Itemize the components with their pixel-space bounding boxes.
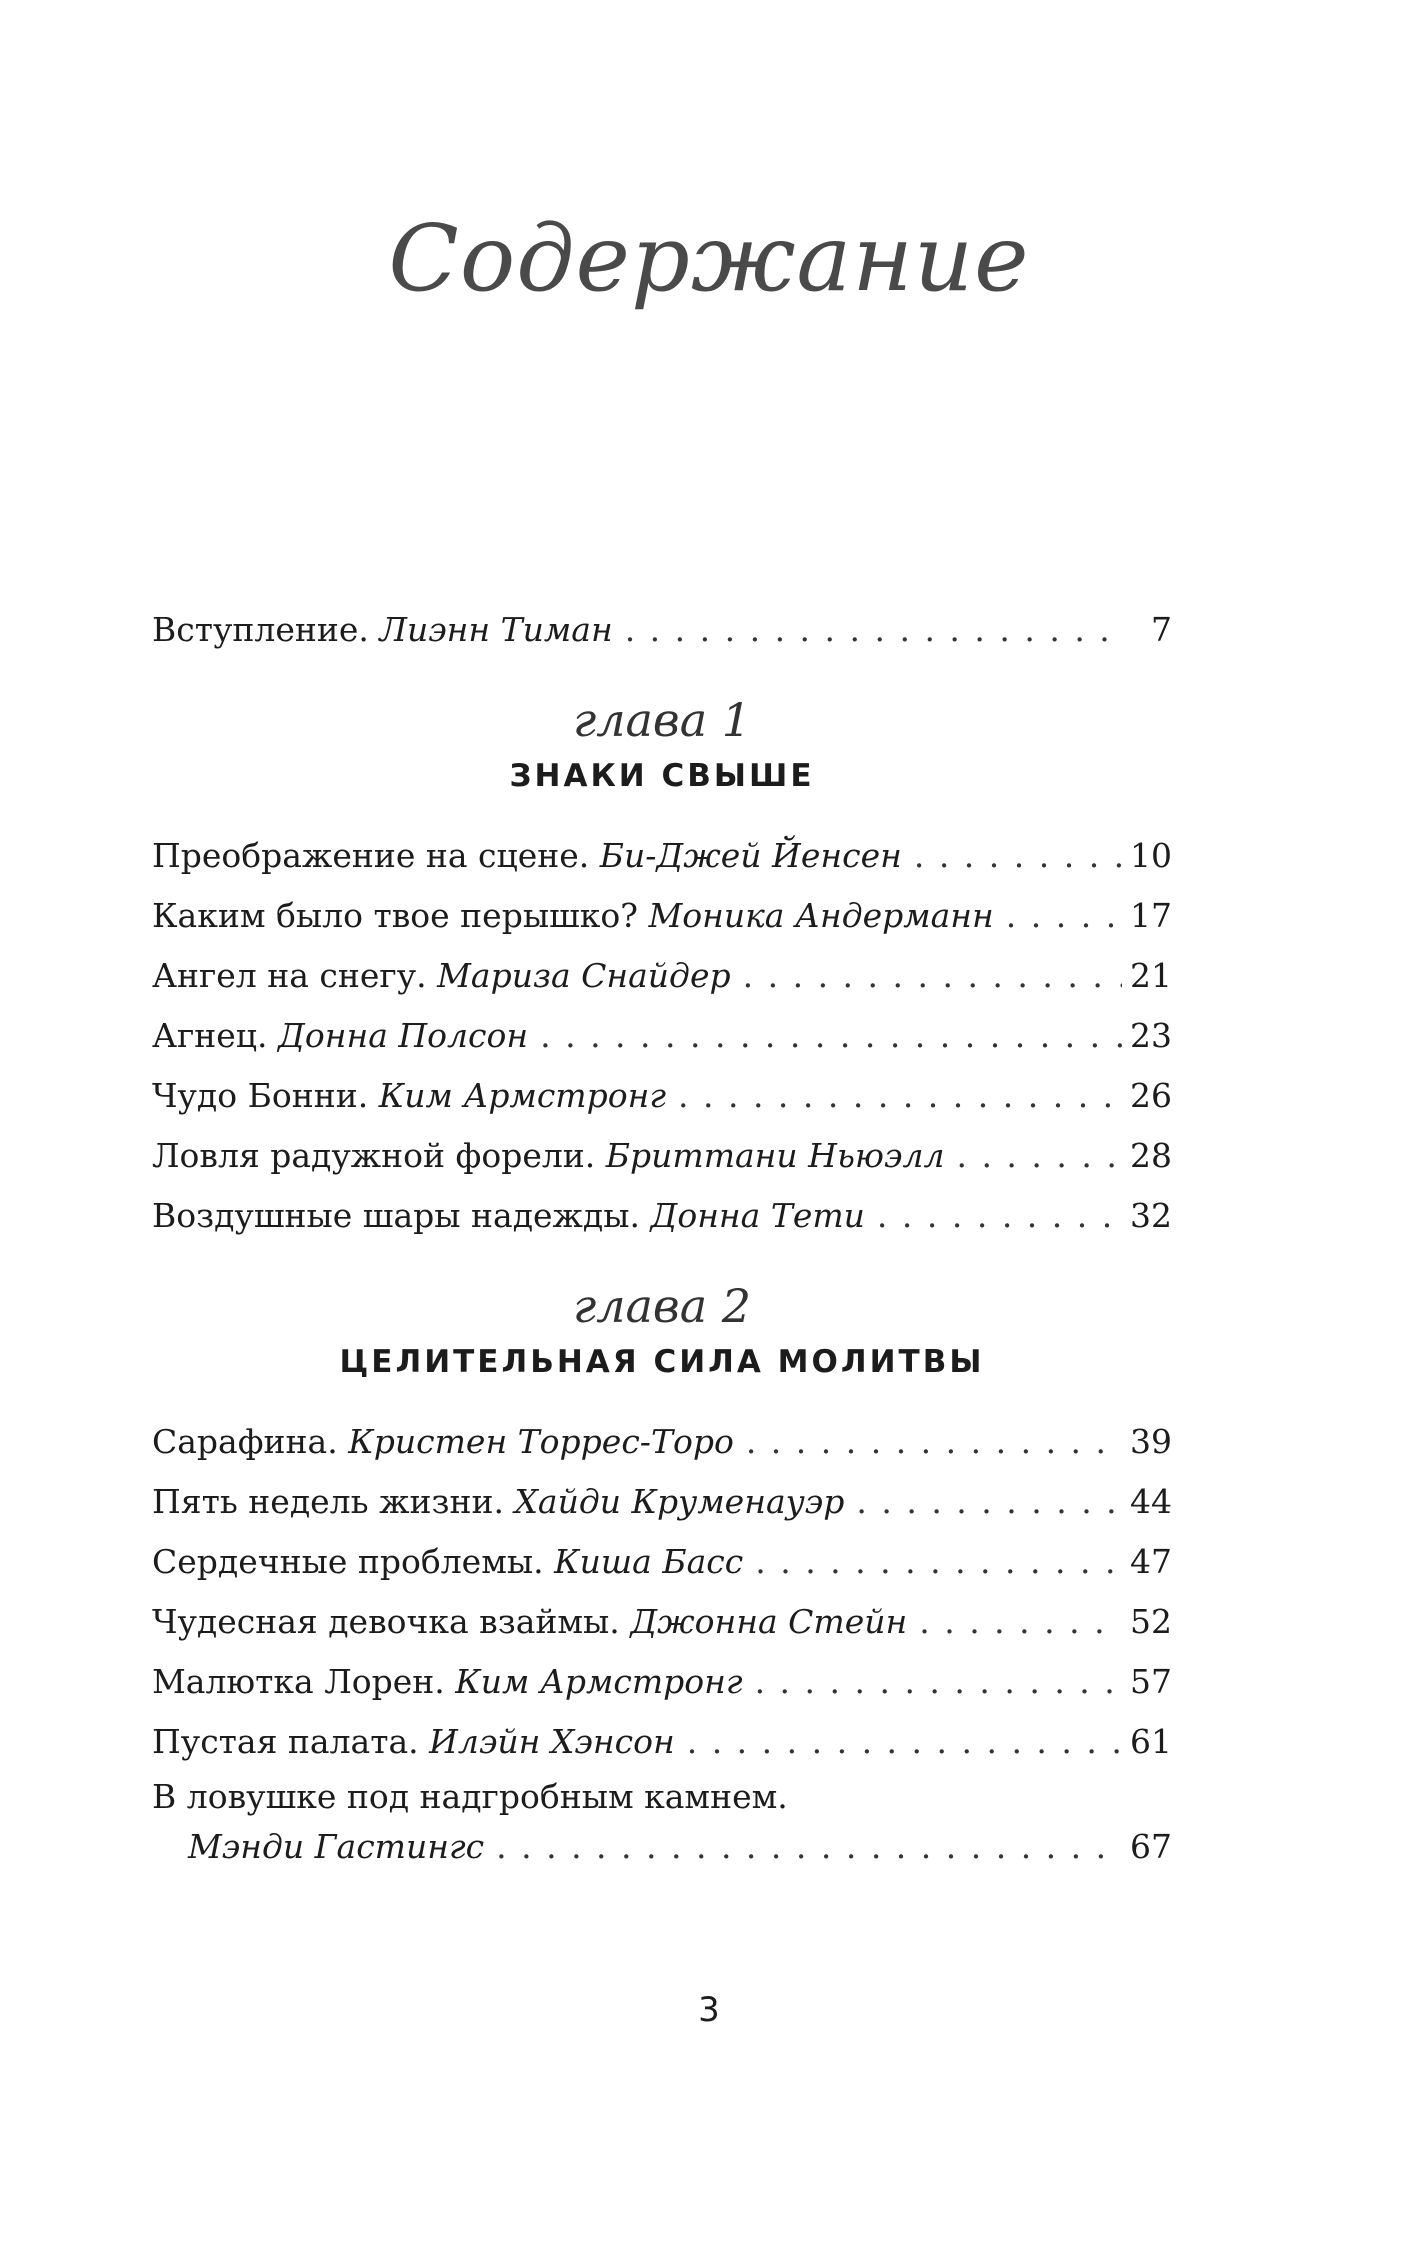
page-title: Содержание bbox=[388, 205, 1030, 312]
chapter-1-name: ЗНАКИ СВЫШЕ bbox=[509, 758, 815, 794]
entry-page: 26 bbox=[1130, 1076, 1172, 1115]
toc-entry[interactable] bbox=[152, 1592, 1172, 1652]
entry-title: Малютка Лорен. bbox=[152, 1662, 445, 1701]
entry-title: Вступление. bbox=[152, 610, 369, 649]
entry-page: 28 bbox=[1130, 1136, 1172, 1175]
entry-page: 21 bbox=[1130, 956, 1172, 995]
entry-author: Лиэнн Тиман bbox=[379, 610, 613, 649]
entry-page: 61 bbox=[1130, 1722, 1172, 1761]
entry-title: Чудо Бонни. bbox=[152, 1076, 369, 1115]
leader-dots bbox=[1006, 886, 1122, 946]
page-number: 3 bbox=[698, 1990, 720, 2030]
entry-page: 32 bbox=[1130, 1196, 1172, 1235]
entry-title: Пустая палата. bbox=[152, 1722, 419, 1761]
leader-dots bbox=[755, 1532, 1122, 1592]
leader-dots bbox=[755, 1652, 1122, 1712]
entry-page: 44 bbox=[1130, 1482, 1172, 1521]
leader-dots bbox=[496, 1822, 1122, 1872]
entry-author: Кристен Торрес-Торо bbox=[348, 1422, 734, 1461]
entry-author: Бриттани Ньюэлл bbox=[605, 1136, 945, 1175]
entry-author: Мариза Снайдер bbox=[437, 956, 731, 995]
entry-title: Сердечные проблемы. bbox=[152, 1542, 544, 1581]
entry-title: Сарафина. bbox=[152, 1422, 338, 1461]
entry-page: 23 bbox=[1130, 1016, 1172, 1055]
leader-dots bbox=[856, 1472, 1122, 1532]
entry-title: Ангел на снегу. bbox=[152, 956, 427, 995]
toc-entry[interactable] bbox=[152, 1472, 1172, 1532]
leader-dots bbox=[625, 600, 1122, 660]
entry-author: Джонна Стейн bbox=[630, 1602, 908, 1641]
entry-page: 7 bbox=[1151, 610, 1172, 649]
leader-dots bbox=[687, 1712, 1122, 1772]
toc-entry[interactable] bbox=[152, 1712, 1172, 1772]
chapter-2-label: глава 2 bbox=[572, 1279, 752, 1333]
entry-second-line bbox=[152, 1822, 1172, 1878]
toc-entry[interactable] bbox=[152, 1532, 1172, 1592]
entry-author: Илэйн Хэнсон bbox=[429, 1722, 675, 1761]
toc-entry[interactable] bbox=[152, 1652, 1172, 1712]
toc-entry[interactable] bbox=[152, 1126, 1172, 1186]
entry-author: Би-Джей Йенсен bbox=[599, 836, 902, 875]
entry-author: Мэнди Гастингс bbox=[188, 1827, 485, 1866]
entry-author: Ким Армстронг bbox=[455, 1662, 743, 1701]
toc-entry[interactable] bbox=[152, 1412, 1172, 1472]
toc-entry[interactable] bbox=[152, 1186, 1172, 1246]
leader-dots bbox=[956, 1126, 1122, 1186]
toc-entry[interactable] bbox=[152, 946, 1172, 1006]
entry-title: Ловля радужной форели. bbox=[152, 1136, 596, 1175]
entry-author: Донна Полсон bbox=[278, 1016, 529, 1055]
leader-dots bbox=[678, 1066, 1122, 1126]
entry-page: 67 bbox=[1130, 1827, 1172, 1866]
entry-page: 39 bbox=[1130, 1422, 1172, 1461]
entry-page: 47 bbox=[1130, 1542, 1172, 1581]
chapter-2-name: ЦЕЛИТЕЛЬНАЯ СИЛА МОЛИТВЫ bbox=[339, 1344, 985, 1380]
entry-author: Моника Андерманн bbox=[648, 896, 994, 935]
entry-author: Донна Тети bbox=[650, 1196, 865, 1235]
entry-title: В ловушке под надгробным камнем. bbox=[152, 1777, 788, 1816]
leader-dots bbox=[919, 1592, 1122, 1652]
entry-author: Хайди Круменауэр bbox=[514, 1482, 845, 1521]
toc-entry[interactable] bbox=[152, 1066, 1172, 1126]
leader-dots bbox=[914, 826, 1122, 886]
entry-title: Пять недель жизни. bbox=[152, 1482, 504, 1521]
chapter-1-label: глава 1 bbox=[572, 693, 752, 747]
leader-dots bbox=[877, 1186, 1122, 1246]
entry-title: Преображение на сцене. bbox=[152, 836, 590, 875]
leader-dots bbox=[743, 946, 1122, 1006]
leader-dots bbox=[746, 1412, 1122, 1472]
toc-entry-intro[interactable] bbox=[152, 600, 1172, 660]
table-of-contents bbox=[152, 600, 1172, 1878]
entry-page: 10 bbox=[1130, 836, 1172, 875]
entry-page: 17 bbox=[1130, 896, 1172, 935]
toc-entry[interactable] bbox=[152, 1006, 1172, 1066]
toc-entry-wrapped[interactable] bbox=[152, 1772, 1172, 1878]
entry-author: Ким Армстронг bbox=[378, 1076, 667, 1115]
entry-title: Чудесная девочка взаймы. bbox=[152, 1602, 620, 1641]
entry-title: Каким было твое перышко? bbox=[152, 896, 638, 935]
entry-title: Агнец. bbox=[152, 1016, 268, 1055]
entry-page: 52 bbox=[1130, 1602, 1172, 1641]
entry-title: Воздушные шары надежды. bbox=[152, 1196, 640, 1235]
entry-author: Киша Басс bbox=[554, 1542, 744, 1581]
toc-entry[interactable] bbox=[152, 826, 1172, 886]
entry-page: 57 bbox=[1130, 1662, 1172, 1701]
leader-dots bbox=[540, 1006, 1122, 1066]
toc-entry[interactable] bbox=[152, 886, 1172, 946]
